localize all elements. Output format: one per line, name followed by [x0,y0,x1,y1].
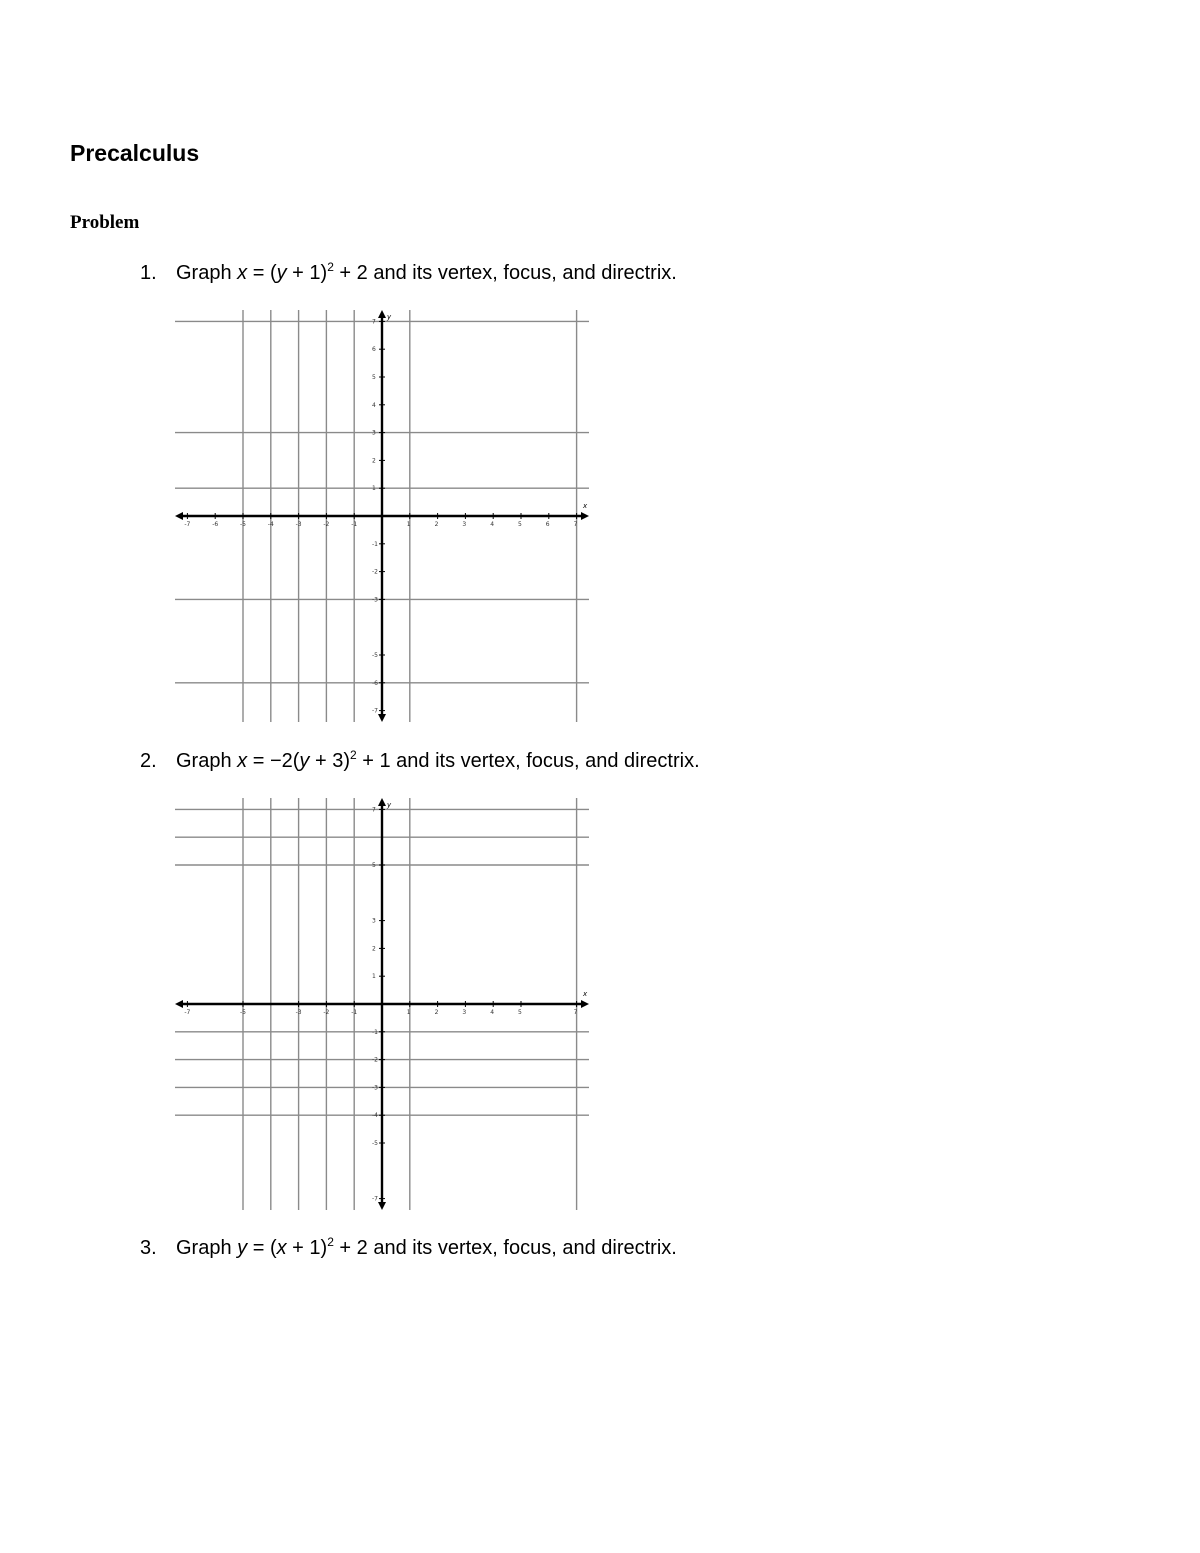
problem-tail: + 1 and its vertex, focus, and directrix. [356,750,700,772]
y-tick-label: 7 [372,318,376,326]
y-tick-label: -7 [372,707,378,715]
y-tick-label: -5 [372,1140,378,1147]
y-tick-label: -6 [372,679,378,687]
y-tick-label: 1 [372,485,376,493]
y-tick-label: -2 [372,568,378,576]
y-tick-label: -7 [372,1195,378,1203]
problem-equation-part: = ( [247,262,277,284]
problem-number: 3. [140,1237,157,1259]
x-tick-label: 4 [490,521,495,528]
x-tick-label: -2 [323,521,330,528]
y-tick-label: 2 [372,457,376,465]
y-axis-label: y [387,801,392,809]
x-axis-right-arrow-icon [581,512,589,520]
x-axis-left-arrow-icon [175,512,183,520]
x-tick-label: 3 [462,1009,467,1016]
x-axis-label: x [583,502,588,510]
problem-inner-variable: x [276,1237,287,1259]
problem-equation-part: + 3) [309,750,350,772]
graph-grid-2[interactable] [170,796,595,1212]
problem-number: 1. [140,262,157,284]
problem-number: 2. [140,750,157,772]
problem-1 [140,262,677,285]
problem-3 [140,1237,677,1260]
y-tick-label: 3 [372,429,376,437]
x-tick-label: -3 [295,1009,302,1016]
problem-tail: + 2 and its vertex, focus, and directrix. [333,1237,677,1259]
graph-grid-1[interactable] [170,308,595,724]
x-tick-label: 2 [434,521,439,528]
problem-exponent: 2 [327,260,334,274]
x-tick-label: -5 [240,1009,246,1016]
y-tick-label: 1 [372,973,376,981]
y-tick-label: -5 [372,652,378,659]
problem-equation-part: = ( [247,1237,277,1259]
y-tick-label: 3 [372,917,376,925]
x-tick-label: 3 [462,521,467,528]
x-tick-label: 2 [434,1009,439,1016]
y-axis-label: y [387,313,392,321]
section-label: Problem [70,212,140,233]
x-tick-label: -1 [351,521,358,528]
y-tick-label: -3 [372,1084,378,1092]
coordinate-plane-2[interactable] [170,796,595,1212]
y-tick-label: -4 [372,1112,378,1120]
x-axis-left-arrow-icon [175,1000,183,1008]
y-tick-label: 5 [372,862,376,869]
x-tick-label: 5 [518,521,522,528]
x-tick-label: 4 [490,1009,495,1016]
y-axis-up-arrow-icon [378,310,386,318]
coordinate-plane-1[interactable] [170,308,595,724]
y-tick-label: 4 [372,401,376,409]
problem-exponent: 2 [350,748,357,762]
y-axis-down-arrow-icon [378,714,386,722]
problem-inner-variable: y [299,750,310,772]
x-tick-label: 5 [518,1009,522,1016]
x-tick-label: -7 [184,1009,191,1016]
course-title: Precalculus [70,140,200,166]
problem-equation-part: + 1) [286,262,328,284]
problem-lead: Graph [176,262,238,284]
problem-lhs-variable: x [237,262,248,284]
y-tick-label: 2 [372,945,376,953]
x-tick-label: -6 [212,521,219,528]
y-tick-label: -1 [372,1028,378,1036]
y-axis-up-arrow-icon [378,798,386,806]
x-tick-label: -4 [267,521,274,528]
y-tick-label: -1 [372,540,378,548]
x-tick-label: 6 [545,521,550,528]
x-tick-label: 7 [573,521,578,528]
problem-lhs-variable: y [237,1237,248,1259]
x-axis-label: x [583,990,588,998]
y-tick-label: 6 [372,346,376,354]
x-tick-label: 1 [406,521,411,528]
problem-equation-part: = −2( [247,750,300,772]
y-tick-label: -2 [372,1056,378,1064]
problem-exponent: 2 [327,1235,334,1249]
problem-tail: + 2 and its vertex, focus, and directrix. [333,262,677,284]
y-tick-label: -3 [372,596,378,604]
y-tick-label: 7 [372,806,376,814]
y-axis-down-arrow-icon [378,1202,386,1210]
y-tick-label: 5 [372,374,376,381]
x-axis-right-arrow-icon [581,1000,589,1008]
problem-lead: Graph [176,750,238,772]
x-tick-label: 7 [573,1009,578,1016]
x-tick-label: -5 [240,521,246,528]
problem-equation-part: + 1) [286,1237,328,1259]
problem-lhs-variable: x [237,750,248,772]
x-tick-label: -1 [351,1009,358,1016]
problem-lead: Graph [176,1237,238,1259]
x-tick-label: -2 [323,1009,330,1016]
problem-2 [140,750,700,773]
x-tick-label: -3 [295,521,302,528]
problem-inner-variable: y [276,262,287,284]
x-tick-label: 1 [406,1009,411,1016]
x-tick-label: -7 [184,521,191,528]
